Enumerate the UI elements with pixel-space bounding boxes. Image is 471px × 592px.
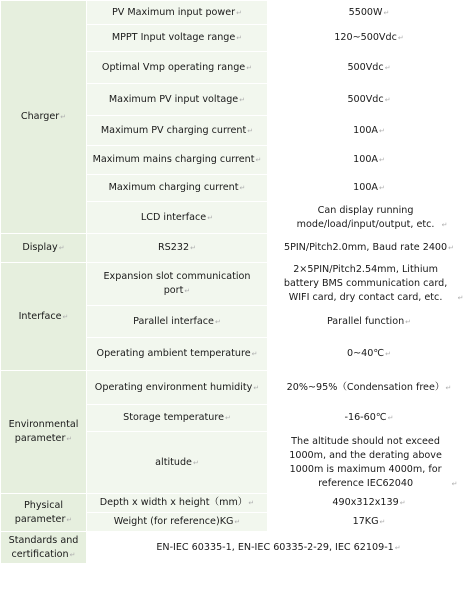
paragraph-mark: ↵: [397, 34, 404, 42]
spec-value: [268, 432, 471, 494]
spec-value-text: -16-60℃: [344, 412, 387, 423]
spec-value-text: 5500W: [348, 6, 383, 18]
spec-value-text: 500Vdc: [347, 61, 384, 73]
section-category: [1, 1, 87, 234]
paragraph-mark: ↵: [384, 95, 391, 104]
spec-parameter-text: Operating ambient temperature: [96, 348, 251, 359]
spec-parameter: [87, 338, 268, 371]
paragraph-mark: ↵: [225, 414, 231, 422]
spec-parameter-text: Parallel interface: [133, 315, 214, 327]
spec-parameter: [87, 432, 268, 494]
spec-value: [268, 25, 471, 52]
table-row: [1, 263, 471, 306]
paragraph-mark: ↵: [247, 126, 254, 135]
paragraph-mark: ↵: [234, 518, 241, 526]
paragraph-mark: ↵: [384, 63, 391, 72]
spec-parameter-text: Operating environment humidity: [94, 381, 253, 393]
spec-value-text: 490x312x139: [332, 497, 399, 508]
spec-value-text: The altitude should not exceed 1000m, and the derating above 1000m is maximum 4000m, for reference IEC62040: [289, 435, 442, 489]
table-row: [1, 371, 471, 405]
paragraph-mark: ↵: [255, 156, 262, 164]
section-category: [1, 532, 87, 564]
spec-value: [268, 494, 471, 513]
spec-parameter: [87, 116, 268, 146]
spec-parameter-text: Optimal Vmp operating range: [101, 61, 246, 73]
spec-parameter: [87, 202, 268, 234]
spec-value-text: 20%~95%（Condensation free）: [286, 381, 445, 393]
spec-parameter: [87, 494, 268, 513]
spec-value: [268, 263, 471, 306]
section-category-text: Environmental parameter: [8, 419, 79, 444]
spec-parameter: [87, 25, 268, 52]
spec-parameter: [87, 175, 268, 202]
section-category-text: Physical parameter: [14, 499, 66, 525]
spec-parameter-text: Storage temperature: [123, 412, 224, 423]
spec-value: [268, 338, 471, 371]
spec-value: [268, 234, 471, 263]
spec-value: [268, 371, 471, 405]
spec-value: [268, 202, 471, 234]
paragraph-mark: ↵: [60, 113, 67, 121]
spec-parameter: [87, 52, 268, 84]
paragraph-mark: ↵: [379, 156, 385, 164]
spec-value: [268, 306, 471, 338]
paragraph-mark: ↵: [239, 95, 246, 104]
spec-parameter-text: Expansion slot communication port: [103, 271, 251, 296]
spec-parameter-text: Maximum PV charging current: [100, 124, 247, 136]
spec-parameter: [87, 306, 268, 338]
section-category: [1, 494, 87, 532]
spec-value: [268, 175, 471, 202]
paragraph-mark: ↵: [445, 383, 452, 392]
spec-value-text: 100A: [353, 154, 378, 165]
spec-parameter: [87, 1, 268, 25]
table-row: [1, 532, 471, 564]
section-category-text: Display: [22, 242, 58, 253]
paragraph-mark: ↵: [379, 518, 386, 526]
spec-parameter: [87, 146, 268, 175]
table-row: [1, 494, 471, 513]
spec-parameter-text: Maximum PV input voltage: [108, 93, 239, 105]
paragraph-mark: ↵: [248, 499, 255, 507]
paragraph-mark: ↵: [236, 34, 243, 42]
paragraph-mark: ↵: [457, 294, 464, 302]
spec-value-text: 2×5PIN/Pitch2.54mm, Lithium battery BMS communication card, WIFI card, dry contact card, etc.: [283, 264, 448, 303]
paragraph-mark: ↵: [214, 317, 221, 326]
spec-value-text: 100A: [353, 124, 378, 136]
paragraph-mark: ↵: [192, 458, 199, 467]
paragraph-mark: ↵: [190, 244, 196, 252]
spec-parameter: [87, 263, 268, 306]
paragraph-mark: ↵: [246, 63, 253, 72]
section-category: [1, 263, 87, 371]
spec-parameter: [87, 84, 268, 116]
section-category: [1, 371, 87, 494]
spec-parameter-text: MPPT Input voltage range: [111, 32, 236, 43]
table-row: [1, 234, 471, 263]
paragraph-mark: ↵: [451, 479, 458, 488]
spec-value-text: 0~40℃: [347, 348, 385, 359]
paragraph-mark: ↵: [66, 435, 73, 443]
spec-value-text: EN-IEC 60335-1, EN-IEC 60335-2-29, IEC 62109-1: [156, 541, 394, 553]
spec-value-text: 100A: [353, 182, 378, 193]
section-category-text: Interface: [18, 310, 62, 322]
spec-value-text: 5PIN/Pitch2.0mm, Baud rate 2400: [283, 242, 448, 253]
spec-value-text: Parallel function: [326, 315, 405, 327]
spec-parameter-text: Weight (for reference)KG: [113, 516, 234, 527]
paragraph-mark: ↵: [387, 414, 394, 422]
paragraph-mark: ↵: [236, 8, 242, 17]
spec-parameter-text: PV Maximum input power: [112, 6, 236, 18]
paragraph-mark: ↵: [207, 213, 214, 222]
spec-value: [268, 405, 471, 432]
paragraph-mark: ↵: [251, 350, 258, 358]
table-row: [1, 1, 471, 25]
section-category-text: Charger: [20, 111, 60, 122]
paragraph-mark: ↵: [239, 184, 246, 192]
paragraph-mark: ↵: [69, 550, 76, 559]
spec-parameter-text: Maximum mains charging current: [92, 154, 255, 165]
spec-parameter-text: RS232: [158, 242, 190, 253]
spec-value: [268, 146, 471, 175]
paragraph-mark: ↵: [379, 126, 385, 135]
paragraph-mark: ↵: [405, 317, 412, 326]
spec-value: [268, 84, 471, 116]
spec-parameter: [87, 234, 268, 263]
paragraph-mark: ↵: [441, 220, 448, 229]
paragraph-mark: ↵: [184, 287, 191, 295]
paragraph-mark: ↵: [58, 244, 65, 252]
paragraph-mark: ↵: [62, 312, 69, 321]
spec-parameter-text: altitude: [155, 456, 192, 468]
spec-value-text: 17KG: [352, 516, 379, 527]
paragraph-mark: ↵: [66, 515, 73, 524]
spec-parameter: [87, 371, 268, 405]
paragraph-mark: ↵: [383, 8, 390, 17]
paragraph-mark: ↵: [385, 350, 391, 358]
spec-value: [87, 532, 471, 564]
spec-parameter: [87, 513, 268, 532]
spec-value-text: 120~500Vdc: [334, 32, 397, 43]
spec-value: [268, 52, 471, 84]
paragraph-mark: ↵: [253, 383, 260, 392]
spec-parameter-text: Depth x width x height（mm）: [99, 497, 248, 508]
paragraph-mark: ↵: [448, 244, 455, 252]
paragraph-mark: ↵: [394, 543, 401, 552]
spec-value: [268, 513, 471, 532]
paragraph-mark: ↵: [399, 499, 406, 507]
spec-value-text: Can display running mode/load/input/output, etc.: [296, 204, 435, 230]
spec-parameter: [87, 405, 268, 432]
spec-value: [268, 1, 471, 25]
spec-parameter-text: LCD interface: [140, 211, 207, 223]
section-category: [1, 234, 87, 263]
spec-value-text: 500Vdc: [347, 93, 384, 105]
spec-parameter-text: Maximum charging current: [108, 182, 239, 193]
section-category-text: Standards and certification: [8, 534, 79, 560]
spec-value: [268, 116, 471, 146]
paragraph-mark: ↵: [379, 184, 385, 192]
